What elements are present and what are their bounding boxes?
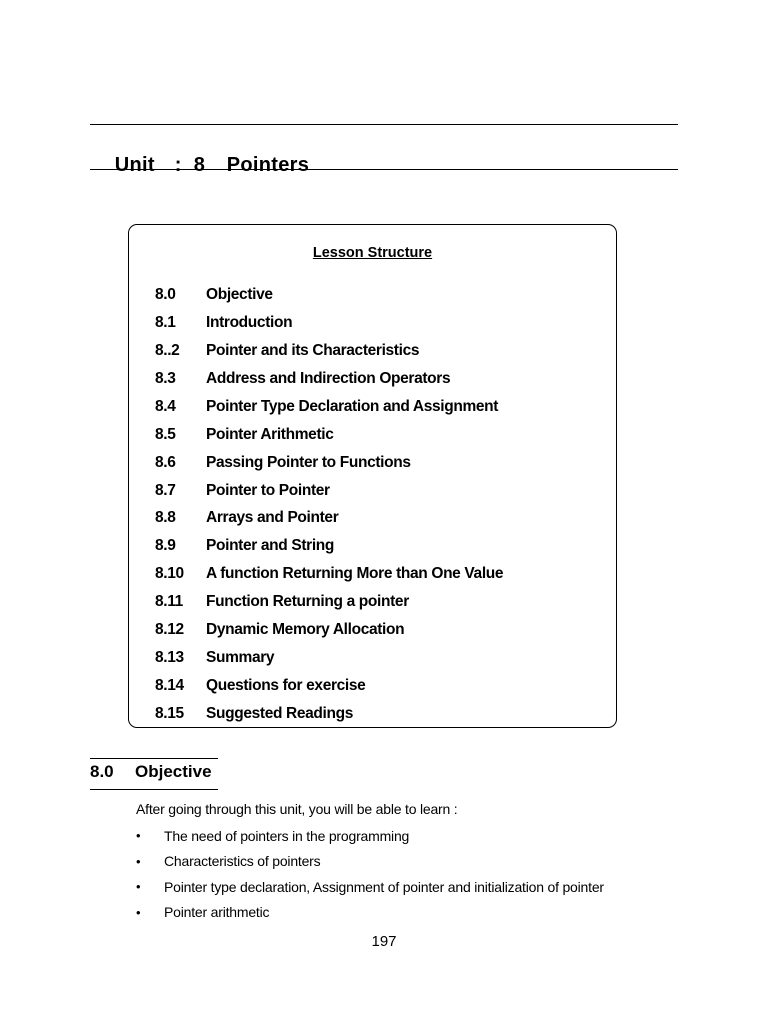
lesson-item-number: 8.5 [155,425,176,443]
lesson-item-number: 8.11 [155,593,183,611]
lesson-item-number: 8.8 [155,509,176,527]
lesson-structure-heading: Lesson Structure [312,245,433,261]
objective-bullet [136,823,604,849]
unit-name: Pointers [226,154,310,176]
lesson-item [155,505,503,533]
section-heading-objective [90,762,212,782]
unit-label: Unit [114,154,155,176]
unit-number: 8 [193,154,206,176]
section-number: 8.0 [90,762,114,781]
lesson-item-number: 8.4 [155,397,176,415]
lesson-item-title: Pointer to Pointer [206,481,330,499]
objective-bullet [136,849,604,875]
lesson-item [155,477,503,505]
lesson-item [155,309,503,337]
lesson-structure-box [128,224,617,728]
lesson-item-number: 8.15 [155,705,184,723]
lesson-item [155,672,503,700]
lesson-item-title: Summary [206,649,275,667]
lesson-item [155,281,503,309]
lesson-item-number: 8.14 [155,677,184,695]
lesson-item-number: 8.3 [155,369,176,387]
objective-bullet-text: Pointer arithmetic [164,904,270,921]
lesson-item-number: 8.6 [155,453,176,471]
lesson-item-title: A function Returning More than One Value [206,565,504,583]
objective-bullet [136,900,604,926]
lesson-item-title: Suggested Readings [206,705,354,723]
lesson-item-title: Pointer Arithmetic [206,425,334,443]
lesson-item-number: 8.12 [155,621,184,639]
lesson-item-number: 8.9 [155,537,176,555]
lesson-item-title: Passing Pointer to Functions [206,453,411,471]
lesson-item-title: Objective [206,285,273,303]
section-bottom-rule [90,789,218,790]
lesson-item [155,532,503,560]
lesson-item-title: Dynamic Memory Allocation [206,621,405,639]
objective-bullet [136,874,604,900]
lesson-item-title: Pointer and String [206,537,335,555]
lesson-item-number: 8.10 [155,565,184,583]
lesson-item-title: Pointer Type Declaration and Assignment [206,397,499,415]
lesson-item [155,421,503,449]
bullet-icon: • [136,904,141,920]
lesson-item [155,393,503,421]
unit-separator: : [174,154,182,176]
lesson-item [155,588,503,616]
lesson-item-number: 8.0 [155,285,176,303]
unit-title [103,131,309,177]
objective-intro: After going through this unit, you will be able to learn : [136,801,458,817]
bullet-icon: • [136,828,141,844]
objective-bullet-text: The need of pointers in the programming [164,827,410,844]
lesson-item [155,337,503,365]
lesson-item-title: Introduction [206,313,293,331]
section-top-rule [90,758,218,759]
lesson-item [155,644,503,672]
lesson-item-number: 8.13 [155,649,184,667]
lesson-item-title: Arrays and Pointer [206,509,339,527]
lesson-structure-list [155,281,503,728]
lesson-item [155,449,503,477]
objective-bullet-text: Pointer type declaration, Assignment of pointer and initialization of pointer [164,878,604,895]
lesson-item-number: 8..2 [155,341,180,359]
lesson-item [155,616,503,644]
lesson-item [155,700,503,728]
objective-bullet-text: Characteristics of pointers [164,853,321,870]
lesson-item-number: 8.7 [155,481,176,499]
page-number: 197 [371,933,397,950]
section-title: Objective [135,762,212,781]
bullet-icon: • [136,853,141,869]
lesson-item-title: Pointer and its Characteristics [206,341,420,359]
lesson-item-number: 8.1 [155,313,176,331]
lesson-item [155,560,503,588]
unit-bottom-rule [90,169,678,170]
unit-top-rule [90,124,678,125]
bullet-icon: • [136,879,141,895]
lesson-item-title: Function Returning a pointer [206,593,409,611]
lesson-item-title: Questions for exercise [206,677,366,695]
lesson-item [155,365,503,393]
objective-bullet-list [136,823,604,925]
lesson-item-title: Address and Indirection Operators [206,369,451,387]
